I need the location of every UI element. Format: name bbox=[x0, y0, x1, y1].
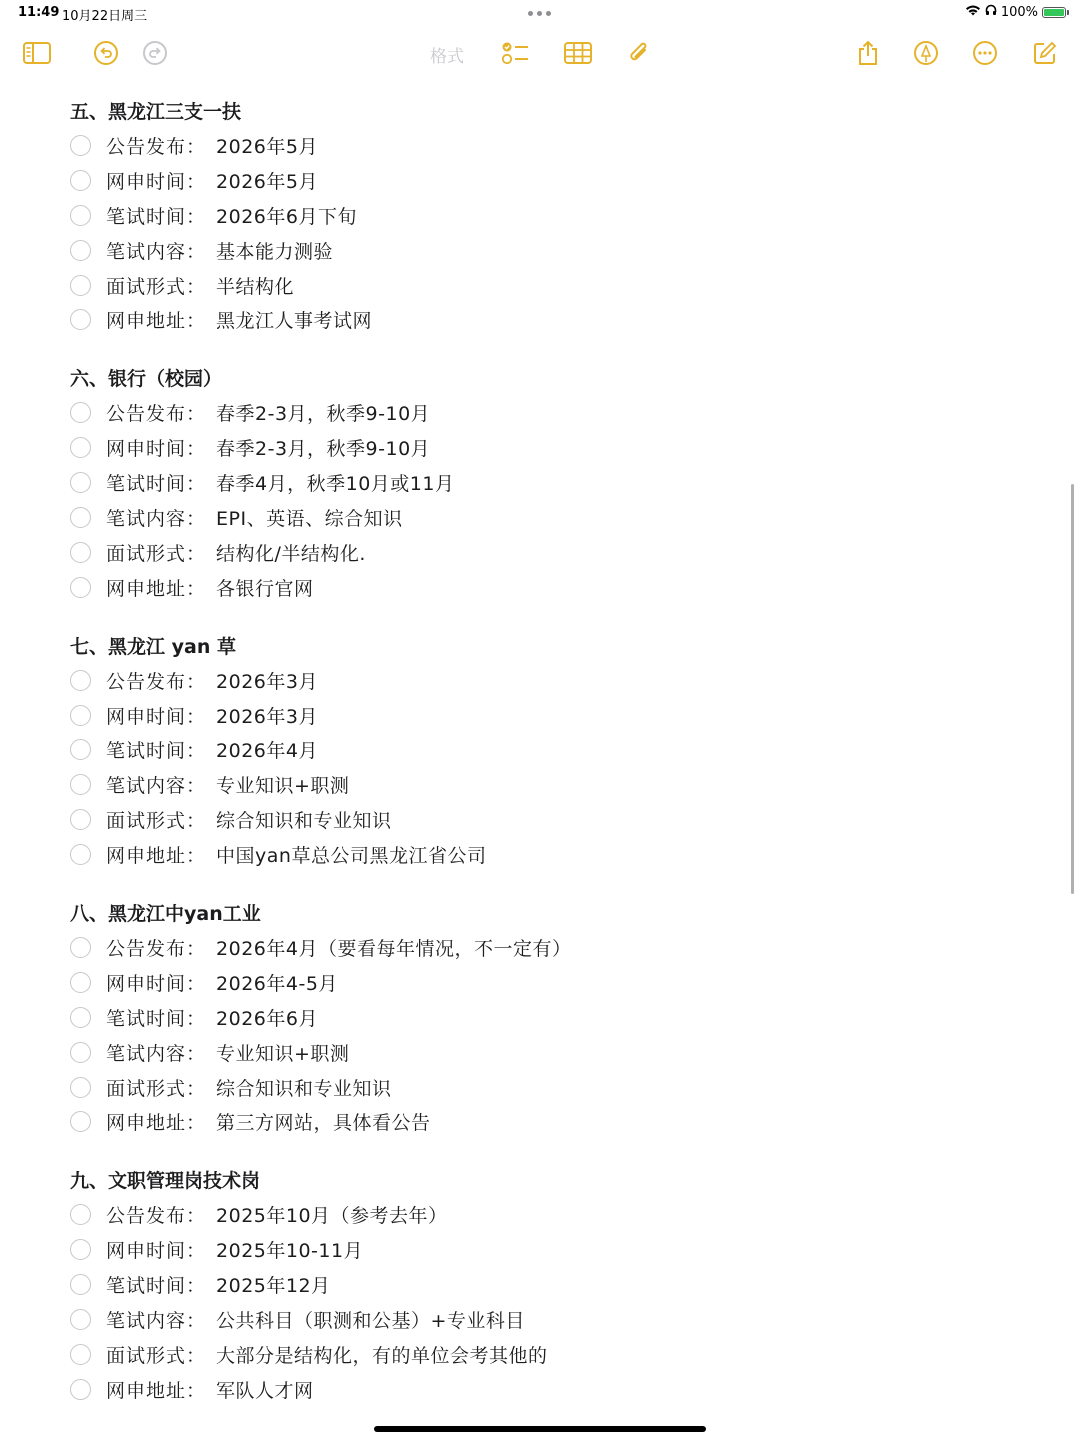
item-label: 公告发布： bbox=[106, 670, 207, 693]
status-date: 10月22日周三 bbox=[62, 9, 148, 24]
checklist-item[interactable] bbox=[70, 1337, 1010, 1372]
item-label: 公告发布： bbox=[106, 135, 207, 158]
checkbox-circle[interactable] bbox=[70, 1007, 91, 1028]
checklist-item[interactable] bbox=[70, 302, 1010, 337]
item-value: 春季4月，秋季10月或11月 bbox=[216, 473, 455, 496]
checklist-item[interactable] bbox=[70, 570, 1010, 605]
checkbox-circle[interactable] bbox=[70, 1274, 91, 1295]
item-value: 专业知识+职测 bbox=[216, 775, 350, 798]
item-label: 笔试内容： bbox=[106, 240, 207, 263]
checkbox-circle[interactable] bbox=[70, 437, 91, 458]
format-button[interactable]: 格式 bbox=[430, 47, 464, 67]
checklist-item[interactable] bbox=[70, 1070, 1010, 1105]
redo-icon bbox=[142, 40, 168, 66]
checklist-item[interactable] bbox=[70, 1232, 1010, 1267]
redo-button[interactable] bbox=[138, 36, 172, 70]
checkbox-circle[interactable] bbox=[70, 402, 91, 423]
item-label: 网申地址： bbox=[106, 1379, 207, 1402]
item-label: 网申时间： bbox=[106, 170, 207, 193]
item-value: 春季2-3月，秋季9-10月 bbox=[216, 403, 431, 426]
more-button[interactable] bbox=[968, 36, 1002, 70]
item-label: 网申地址： bbox=[106, 577, 207, 600]
checkbox-circle[interactable] bbox=[70, 774, 91, 795]
status-time: 11:49 bbox=[18, 5, 60, 20]
note-section bbox=[70, 898, 1010, 1139]
checkbox-circle[interactable] bbox=[70, 507, 91, 528]
share-icon bbox=[856, 39, 880, 67]
checklist-item[interactable] bbox=[70, 500, 1010, 535]
checklist-button[interactable] bbox=[498, 36, 532, 70]
table-icon bbox=[563, 41, 593, 65]
note-section bbox=[70, 96, 1010, 337]
item-value: 半结构化 bbox=[216, 275, 295, 298]
item-value: 黑龙江人事考试网 bbox=[216, 310, 373, 333]
checklist-item[interactable] bbox=[70, 767, 1010, 802]
checklist-item[interactable] bbox=[70, 268, 1010, 303]
battery-icon bbox=[1042, 7, 1066, 18]
checklist-item[interactable] bbox=[70, 1267, 1010, 1302]
item-value: 各银行官网 bbox=[216, 577, 314, 600]
item-value: 2026年3月 bbox=[216, 670, 318, 693]
item-label: 网申时间： bbox=[106, 705, 207, 728]
checklist-item[interactable] bbox=[70, 1302, 1010, 1337]
checklist-item[interactable] bbox=[70, 163, 1010, 198]
checklist-item[interactable] bbox=[70, 198, 1010, 233]
paperclip-icon bbox=[626, 39, 652, 67]
item-label: 公告发布： bbox=[106, 1205, 207, 1228]
item-label: 网申时间： bbox=[106, 1240, 207, 1263]
item-value: 2026年6月下旬 bbox=[216, 205, 357, 228]
checklist-item[interactable] bbox=[70, 663, 1010, 698]
checklist-item[interactable] bbox=[70, 732, 1010, 767]
checklist-icon bbox=[500, 40, 530, 66]
item-value: 2026年5月 bbox=[216, 135, 318, 158]
item-value: 第三方网站，具体看公告 bbox=[216, 1112, 431, 1135]
checklist-item[interactable] bbox=[70, 837, 1010, 872]
item-value: 综合知识和专业知识 bbox=[216, 1077, 392, 1100]
undo-icon bbox=[93, 40, 119, 66]
item-value: 军队人才网 bbox=[216, 1379, 314, 1402]
checkbox-circle[interactable] bbox=[70, 1309, 91, 1330]
notes-toolbar bbox=[0, 30, 1080, 76]
markup-icon bbox=[913, 40, 939, 66]
checkbox-circle[interactable] bbox=[70, 1204, 91, 1225]
checkbox-circle[interactable] bbox=[70, 739, 91, 760]
checkbox-circle[interactable] bbox=[70, 809, 91, 830]
checkbox-circle[interactable] bbox=[70, 1111, 91, 1132]
checkbox-circle[interactable] bbox=[70, 1077, 91, 1098]
item-label: 公告发布： bbox=[106, 937, 207, 960]
checklist-item[interactable] bbox=[70, 233, 1010, 268]
item-value: 2025年10-11月 bbox=[216, 1240, 364, 1263]
undo-button[interactable] bbox=[89, 36, 123, 70]
checkbox-circle[interactable] bbox=[70, 135, 91, 156]
battery-percent: 100% bbox=[1000, 4, 1038, 20]
sidebar-toggle-button[interactable] bbox=[20, 36, 54, 70]
item-value: 2025年10月（参考去年） bbox=[216, 1205, 448, 1228]
more-icon bbox=[972, 40, 998, 66]
checkbox-circle[interactable] bbox=[70, 705, 91, 726]
checkbox-circle[interactable] bbox=[70, 1239, 91, 1260]
item-value: 专业知识+职测 bbox=[216, 1042, 350, 1065]
item-value: 2026年4月（要看每年情况，不一定有） bbox=[216, 937, 572, 960]
checkbox-circle[interactable] bbox=[70, 275, 91, 296]
item-label: 面试形式： bbox=[106, 810, 207, 833]
item-value: 中国yan草总公司黑龙江省公司 bbox=[216, 845, 487, 868]
checklist-item[interactable] bbox=[70, 430, 1010, 465]
table-button[interactable] bbox=[561, 36, 595, 70]
item-label: 笔试时间： bbox=[106, 1007, 207, 1030]
checkbox-circle[interactable] bbox=[70, 937, 91, 958]
attachment-button[interactable] bbox=[622, 36, 656, 70]
item-label: 面试形式： bbox=[106, 1344, 207, 1367]
section-title: 九、文职管理岗技术岗 bbox=[70, 1170, 261, 1193]
checkbox-circle[interactable] bbox=[70, 170, 91, 191]
item-label: 笔试时间： bbox=[106, 473, 207, 496]
compose-icon bbox=[1032, 40, 1058, 66]
item-label: 笔试时间： bbox=[106, 1275, 207, 1298]
item-label: 笔试内容： bbox=[106, 507, 207, 530]
status-right bbox=[965, 4, 1066, 20]
checkbox-circle[interactable] bbox=[70, 577, 91, 598]
checklist-item[interactable] bbox=[70, 395, 1010, 430]
item-value: 2026年4-5月 bbox=[216, 972, 338, 995]
checklist-item[interactable] bbox=[70, 1197, 1010, 1232]
item-value: 春季2-3月，秋季9-10月 bbox=[216, 438, 431, 461]
checklist-item[interactable] bbox=[70, 1372, 1010, 1407]
checkbox-circle[interactable] bbox=[70, 240, 91, 261]
item-label: 笔试内容： bbox=[106, 1042, 207, 1065]
item-label: 网申时间： bbox=[106, 972, 207, 995]
section-title: 五、黑龙江三支一扶 bbox=[70, 101, 242, 123]
item-label: 网申地址： bbox=[106, 310, 207, 333]
checkbox-circle[interactable] bbox=[70, 309, 91, 330]
status-bar bbox=[0, 0, 1080, 26]
item-label: 公告发布： bbox=[106, 403, 207, 426]
item-value: 2026年5月 bbox=[216, 170, 318, 193]
checklist-item[interactable] bbox=[70, 1035, 1010, 1070]
checkbox-circle[interactable] bbox=[70, 972, 91, 993]
checklist-item[interactable] bbox=[70, 1000, 1010, 1035]
item-label: 面试形式： bbox=[106, 542, 207, 565]
note-section bbox=[70, 1165, 1010, 1406]
item-value: 大部分是结构化，有的单位会考其他的 bbox=[216, 1344, 548, 1367]
wifi-icon bbox=[965, 4, 981, 20]
note-body[interactable] bbox=[70, 96, 1010, 1433]
checkbox-circle[interactable] bbox=[70, 1379, 91, 1400]
compose-button[interactable] bbox=[1028, 36, 1062, 70]
sidebar-icon bbox=[22, 41, 52, 65]
item-value: 2026年6月 bbox=[216, 1007, 318, 1030]
multitasking-dots-icon[interactable] bbox=[528, 11, 551, 16]
item-label: 网申地址： bbox=[106, 845, 207, 868]
vertical-scrollbar[interactable] bbox=[1071, 484, 1074, 894]
item-value: EPI、英语、综合知识 bbox=[216, 507, 403, 530]
section-title: 八、黑龙江中yan工业 bbox=[70, 903, 261, 926]
checklist-item[interactable] bbox=[70, 965, 1010, 1000]
checklist-item[interactable] bbox=[70, 698, 1010, 733]
headphones-icon bbox=[985, 4, 997, 20]
item-label: 面试形式： bbox=[106, 1077, 207, 1100]
checkbox-circle[interactable] bbox=[70, 844, 91, 865]
checklist-item[interactable] bbox=[70, 535, 1010, 570]
item-value: 结构化/半结构化. bbox=[216, 542, 366, 565]
checkbox-circle[interactable] bbox=[70, 542, 91, 563]
checkbox-circle[interactable] bbox=[70, 1042, 91, 1063]
item-label: 网申地址： bbox=[106, 1112, 207, 1135]
home-indicator[interactable] bbox=[374, 1426, 706, 1432]
note-section bbox=[70, 363, 1010, 604]
checklist-item[interactable] bbox=[70, 128, 1010, 163]
markup-button[interactable] bbox=[909, 36, 943, 70]
item-value: 公共科目（职测和公基）+专业科目 bbox=[216, 1309, 525, 1332]
item-label: 笔试时间： bbox=[106, 740, 207, 763]
share-button[interactable] bbox=[851, 36, 885, 70]
checkbox-circle[interactable] bbox=[70, 205, 91, 226]
checklist-item[interactable] bbox=[70, 1104, 1010, 1139]
item-label: 笔试内容： bbox=[106, 775, 207, 798]
item-label: 网申时间： bbox=[106, 438, 207, 461]
item-value: 2026年3月 bbox=[216, 705, 318, 728]
checklist-item[interactable] bbox=[70, 930, 1010, 965]
item-label: 面试形式： bbox=[106, 275, 207, 298]
section-title: 六、银行（校园） bbox=[70, 368, 223, 391]
checkbox-circle[interactable] bbox=[70, 472, 91, 493]
checkbox-circle[interactable] bbox=[70, 1344, 91, 1365]
item-label: 笔试内容： bbox=[106, 1309, 207, 1332]
item-value: 基本能力测验 bbox=[216, 240, 334, 263]
checkbox-circle[interactable] bbox=[70, 670, 91, 691]
checklist-item[interactable] bbox=[70, 465, 1010, 500]
checklist-item[interactable] bbox=[70, 802, 1010, 837]
item-value: 综合知识和专业知识 bbox=[216, 810, 392, 833]
note-section bbox=[70, 631, 1010, 872]
item-value: 2025年12月 bbox=[216, 1275, 331, 1298]
item-label: 笔试时间： bbox=[106, 205, 207, 228]
section-title: 七、黑龙江 yan 草 bbox=[70, 635, 236, 658]
item-value: 2026年4月 bbox=[216, 740, 318, 763]
